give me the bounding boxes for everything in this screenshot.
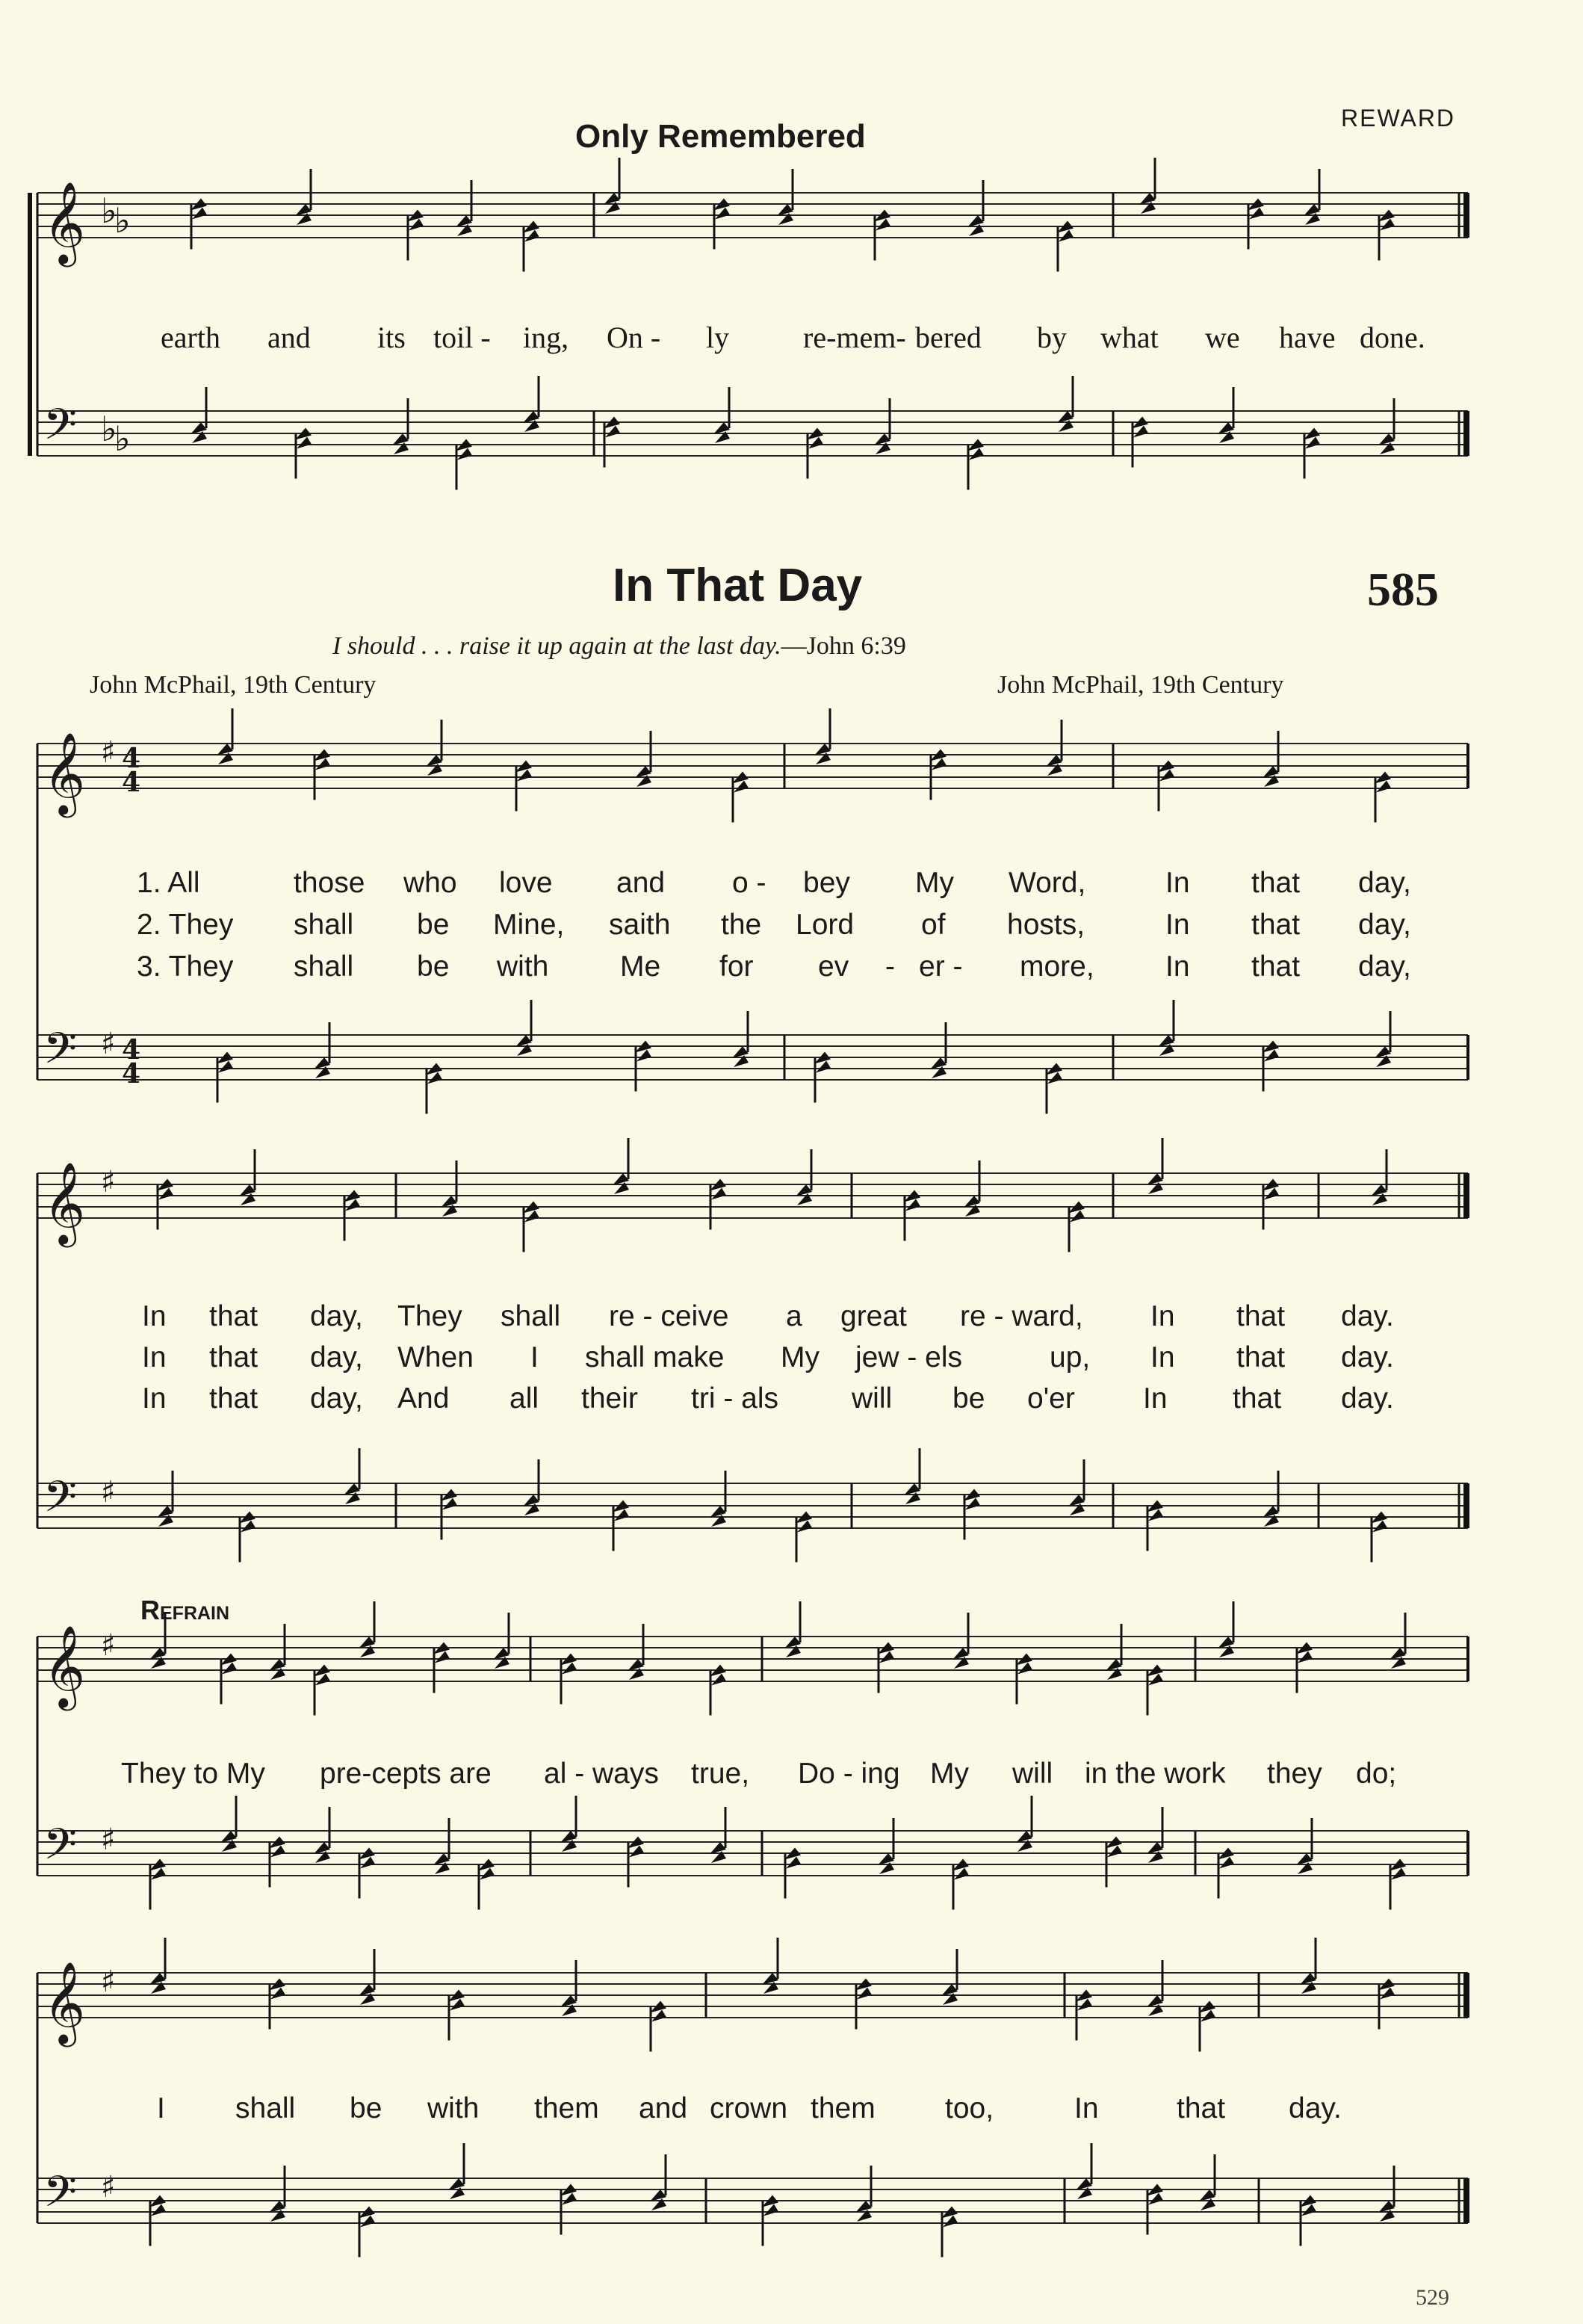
lyric: by (1037, 321, 1067, 354)
composer-credit: John McPhail, 19th Century (997, 671, 1284, 699)
lyric: re - ward, (960, 1300, 1083, 1332)
lyric: Me (620, 951, 661, 983)
sharp-icon: ♯ (101, 1628, 116, 1663)
note-head (613, 1173, 629, 1185)
note-head (456, 215, 472, 227)
lyric: do; (1356, 1758, 1397, 1790)
note-head (433, 1853, 450, 1865)
lyric: day. (1289, 2092, 1342, 2124)
note-head (713, 422, 730, 434)
lyric: crown (710, 2092, 788, 2124)
note-head (190, 422, 207, 434)
lyric: My (930, 1758, 969, 1790)
note-head (1147, 1995, 1163, 2007)
lyric: a (786, 1300, 802, 1332)
final-barline (1463, 193, 1469, 238)
note-head (1296, 1853, 1313, 1865)
scripture-text: I should . . . raise it up again at the last day. (332, 632, 781, 660)
lyric: that (209, 1341, 258, 1373)
lyric: will (1012, 1758, 1053, 1790)
note-head (967, 215, 984, 227)
final-barline (1463, 2178, 1469, 2223)
note-head (878, 1853, 894, 1865)
lyric: its (377, 321, 406, 354)
note-head (149, 1648, 166, 1660)
lyric: toil - (433, 321, 491, 354)
lyric: with (427, 2092, 480, 2124)
note-head (1106, 1659, 1122, 1671)
note-head (814, 744, 831, 755)
lyric: hosts, (1007, 909, 1085, 941)
flat-icon: ♭ (101, 191, 117, 231)
note-head (1300, 1973, 1316, 1985)
flat-icon: ♭ (114, 418, 131, 459)
note-head (1139, 193, 1156, 205)
bass-clef-icon: 𝄢 (43, 1819, 78, 1880)
final-barline (1463, 1483, 1469, 1528)
note-head (732, 1046, 749, 1058)
lyric: and (639, 2092, 688, 2124)
note-head (1199, 2189, 1215, 2201)
note-head (628, 1659, 644, 1671)
sharp-icon: ♯ (101, 1823, 116, 1857)
lyric: And (397, 1382, 450, 1415)
lyric: them (811, 2092, 876, 2124)
sharp-icon: ♯ (101, 1475, 116, 1509)
author-credit: John McPhail, 19th Century (90, 671, 377, 699)
note-head (777, 204, 793, 216)
note-head (1147, 1173, 1163, 1185)
lyric: shall (501, 1300, 561, 1332)
final-barline (1463, 1173, 1469, 1218)
note-head (1218, 422, 1234, 434)
lyric: o'er (1027, 1382, 1075, 1415)
note-head (493, 1648, 509, 1660)
lyric: shall make (585, 1341, 725, 1373)
note-head (1371, 1184, 1387, 1196)
lyric: in the work (1085, 1758, 1226, 1790)
lyric: all (509, 1382, 539, 1415)
note-head (1304, 204, 1320, 216)
lyric: that (1251, 951, 1301, 983)
note-head (604, 193, 620, 205)
sharp-icon: ♯ (101, 2170, 116, 2204)
note-head (784, 1637, 801, 1648)
sharp-icon: ♯ (101, 1965, 116, 1999)
note-head (1263, 766, 1279, 778)
lyric: that (1251, 909, 1301, 941)
lyric: ly (706, 321, 730, 354)
note-head (1378, 2201, 1395, 2213)
note-head (239, 1184, 255, 1196)
note-head (1076, 2178, 1092, 2190)
lyric: In (142, 1300, 167, 1332)
flat-icon: ♭ (114, 200, 131, 241)
note-head (426, 755, 442, 767)
lyric: who (403, 867, 457, 899)
lyric: Mine, (493, 909, 565, 941)
note-head (523, 1495, 539, 1506)
lyric: day, (310, 1300, 363, 1332)
lyric: be (350, 2092, 382, 2124)
final-barline (1463, 411, 1469, 456)
note-head (217, 744, 233, 755)
treble-clef-icon: 𝄞 (43, 732, 86, 815)
note-head (314, 1842, 330, 1854)
note-head (1147, 1842, 1163, 1854)
lyric: and (267, 321, 311, 354)
lyric: that (1236, 1300, 1286, 1332)
lyric: them (534, 2092, 599, 2124)
refrain-label: Refrain (140, 1595, 230, 1625)
bass-clef-icon: 𝄢 (43, 2166, 78, 2228)
lyric: Do - ing (798, 1758, 900, 1790)
lyric: day. (1341, 1382, 1394, 1415)
lyric: day, (310, 1382, 363, 1415)
note-head (1378, 433, 1395, 445)
lyric: In (1143, 1382, 1168, 1415)
lyric: Word, (1009, 867, 1086, 899)
lyric: jew - els (855, 1341, 963, 1373)
note-head (1068, 1495, 1085, 1506)
lyric: earth (161, 321, 220, 354)
lyric: On - (607, 321, 661, 354)
lyric: that (1177, 2092, 1226, 2124)
lyric: will (852, 1382, 893, 1415)
lyric: In (142, 1382, 167, 1415)
note-head (392, 433, 409, 445)
lyric: that (1236, 1341, 1286, 1373)
lyric: day, (1358, 867, 1411, 899)
time-signature-top: 4 (122, 1034, 141, 1066)
note-head (796, 1184, 812, 1196)
note-head (441, 1196, 457, 1208)
sharp-icon: ♯ (101, 735, 116, 770)
note-head (1016, 1831, 1032, 1843)
lyric: 3. They (137, 951, 234, 983)
lyric: Lord (796, 909, 855, 941)
lyric: I (530, 1341, 539, 1373)
lyric: re - ceive (609, 1300, 729, 1332)
note-head (220, 1831, 237, 1843)
lyric: great (840, 1300, 907, 1332)
bass-clef-icon: 𝄢 (43, 399, 78, 460)
lyric: love (499, 867, 553, 899)
lyric: true, (691, 1758, 750, 1790)
lyric: shall (235, 2092, 296, 2124)
lyric: and (616, 867, 666, 899)
lyric: that (209, 1300, 258, 1332)
lyric: They to My (121, 1758, 265, 1790)
hymn-number: 585 (1367, 563, 1439, 616)
note-head (359, 1984, 375, 1996)
previous-hymn-title: Only Remembered (575, 118, 866, 155)
hymn-title: In That Day (613, 560, 863, 611)
note-head (650, 2189, 666, 2201)
note-head (560, 1831, 577, 1843)
treble-clef-icon: 𝄞 (43, 1962, 86, 2044)
lyric: In (1150, 1300, 1175, 1332)
note-head (1218, 1637, 1234, 1648)
lyric: that (209, 1382, 258, 1415)
lyric: In (142, 1341, 167, 1373)
note-head (710, 1506, 726, 1518)
note-head (157, 1506, 173, 1518)
lyric: those (294, 867, 365, 899)
lyric: They (397, 1300, 462, 1332)
time-signature-bottom: 4 (122, 1058, 141, 1090)
lyric: In (1150, 1341, 1175, 1373)
lyric: day, (1358, 951, 1411, 983)
lyric: their (581, 1382, 638, 1415)
note-head (952, 1648, 969, 1660)
final-barline (1463, 1973, 1469, 2018)
note-head (269, 2201, 285, 2213)
lyric: for (719, 951, 754, 983)
lyric: we (1205, 321, 1240, 354)
note-head (1046, 755, 1062, 767)
lyric: day. (1341, 1341, 1394, 1373)
treble-clef-icon: 𝄞 (43, 1625, 86, 1708)
lyric: done. (1360, 321, 1425, 354)
lyric: that (1251, 867, 1301, 899)
lyric: In (1165, 909, 1190, 941)
note-head (1375, 1046, 1391, 1058)
scripture-ref: —John 6:39 (781, 632, 906, 660)
lyric: day. (1341, 1300, 1394, 1332)
note-head (1263, 1506, 1279, 1518)
bass-clef-icon: 𝄢 (43, 1023, 78, 1084)
lyric: day, (310, 1341, 363, 1373)
lyric: 2. They (137, 909, 234, 941)
note-head (448, 2178, 465, 2190)
lyric: shall (294, 951, 354, 983)
lyric: al - ways (544, 1758, 659, 1790)
lyric: - (885, 951, 895, 983)
treble-clef-icon: 𝄞 (43, 182, 86, 264)
note-head (359, 1637, 375, 1648)
lyric: My (915, 867, 954, 899)
lyric: My (781, 1341, 820, 1373)
note-head (149, 1973, 166, 1985)
lyric: bered (915, 321, 982, 354)
note-head (762, 1973, 778, 1985)
lyric: In (1165, 951, 1190, 983)
note-head (964, 1196, 980, 1208)
lyric: with (497, 951, 549, 983)
note-head (1158, 1035, 1174, 1047)
tune-name: REWARD (1341, 105, 1456, 132)
note-head (904, 1483, 920, 1495)
lyric: what (1100, 321, 1159, 354)
lyric: of (921, 909, 946, 941)
lyric: In (1165, 867, 1190, 899)
bass-clef-icon: 𝄢 (43, 1471, 78, 1533)
lyric: In (1074, 2092, 1099, 2124)
flat-icon: ♭ (101, 409, 117, 449)
note-head (1390, 1648, 1406, 1660)
lyric: be (952, 1382, 985, 1415)
note-head (523, 411, 539, 423)
lyric: I (157, 2092, 165, 2124)
note-head (874, 433, 890, 445)
note-head (710, 1842, 726, 1854)
note-head (295, 204, 312, 216)
note-head (930, 1057, 947, 1069)
lyric: bey (803, 867, 850, 899)
lyric: When (397, 1341, 474, 1373)
note-head (269, 1659, 285, 1671)
lyric: tri - als (691, 1382, 778, 1415)
note-head (314, 1057, 330, 1069)
note-head (855, 2201, 872, 2213)
lyric: they (1267, 1758, 1322, 1790)
note-head (635, 766, 651, 778)
lyric: shall (294, 909, 354, 941)
lyric: er - (919, 951, 963, 983)
lyric: saith (609, 909, 671, 941)
lyric: up, (1050, 1341, 1091, 1373)
lyric: be (417, 909, 450, 941)
lyric: o - (732, 867, 766, 899)
sharp-icon: ♯ (101, 1165, 116, 1199)
time-signature-bottom: 4 (122, 767, 141, 798)
lyric: have (1279, 321, 1336, 354)
lyric: pre-cepts are (320, 1758, 492, 1790)
lyric: be (417, 951, 450, 983)
lyric: too, (945, 2092, 994, 2124)
time-signature-top: 4 (122, 743, 141, 774)
lyric: ev (818, 951, 849, 983)
treble-clef-icon: 𝄞 (43, 1162, 86, 1244)
note-head (1057, 411, 1074, 423)
note-head (560, 1995, 577, 2007)
lyric: re-mem- (803, 321, 906, 354)
lyric: that (1233, 1382, 1282, 1415)
lyric: the (721, 909, 762, 941)
note-head (515, 1035, 532, 1047)
sharp-icon: ♯ (101, 1027, 116, 1061)
note-head (941, 1984, 958, 1996)
lyric: day, (1358, 909, 1411, 941)
lyric: ing, (523, 321, 569, 354)
lyric: 1. All (137, 867, 200, 899)
note-head (344, 1483, 360, 1495)
lyric: more, (1020, 951, 1094, 983)
page-number: 529 (1416, 2285, 1449, 2310)
